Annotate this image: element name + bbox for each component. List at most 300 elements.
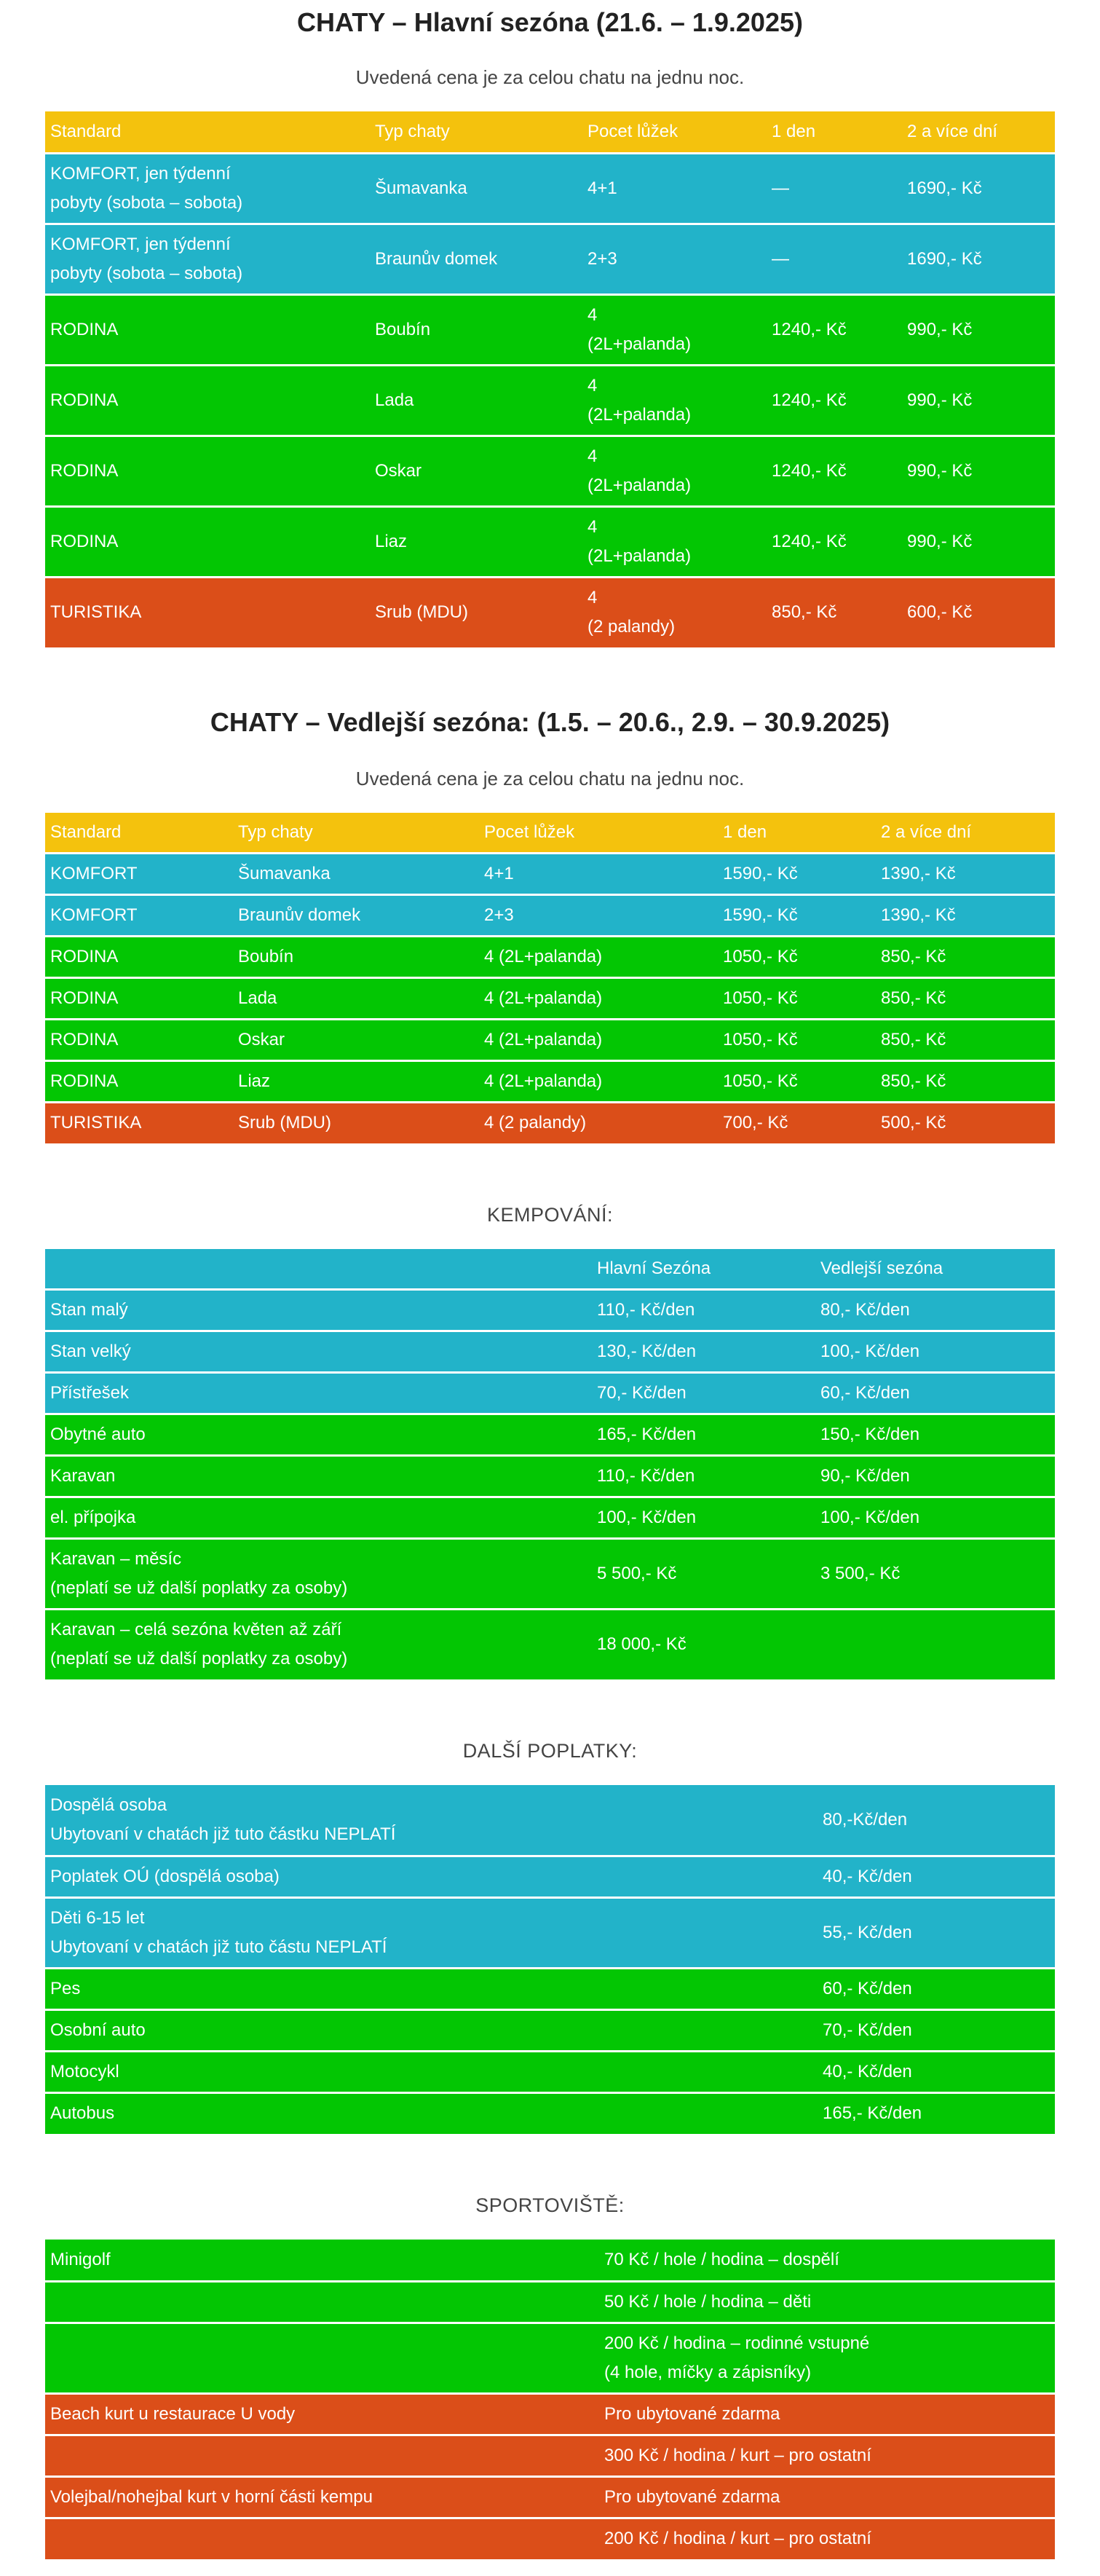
cell-text: Liaz bbox=[238, 1071, 271, 1091]
cell-text: Oskar bbox=[238, 1029, 285, 1049]
cell-text: 4 (2L+palanda) bbox=[484, 946, 603, 966]
table-cell bbox=[45, 1609, 592, 1679]
column-header: Pocet lůžek bbox=[582, 111, 767, 153]
table-cell bbox=[592, 1497, 815, 1538]
column-header: 2 a více dní bbox=[902, 111, 1055, 153]
cell-text: RODINA bbox=[50, 390, 119, 410]
table-cell bbox=[767, 153, 902, 224]
table-row bbox=[45, 1968, 1055, 2009]
main-season-table bbox=[45, 111, 1055, 647]
table-cell bbox=[599, 2435, 1055, 2476]
cell-text: 700,- Kč bbox=[723, 1113, 788, 1133]
table-cell bbox=[45, 1331, 592, 1372]
cell-text: Autobus bbox=[50, 2103, 115, 2124]
table-row bbox=[45, 2393, 1055, 2435]
table-cell bbox=[902, 506, 1055, 577]
table-cell bbox=[45, 1019, 233, 1060]
table-cell bbox=[45, 365, 370, 436]
table-cell bbox=[45, 853, 233, 894]
column-header: 1 den bbox=[718, 813, 876, 853]
table-cell bbox=[45, 1455, 592, 1497]
table-cell bbox=[370, 153, 582, 224]
cell-text: 1240,- Kč bbox=[772, 460, 847, 481]
cell-text: Pro ubytované zdarma bbox=[604, 2486, 780, 2507]
cell-text: 1240,- Kč bbox=[772, 531, 847, 551]
column-header: Hlavní Sezóna bbox=[592, 1249, 815, 1289]
table-cell bbox=[45, 153, 370, 224]
table-row bbox=[45, 1331, 1055, 1372]
cell-text: Lada bbox=[238, 988, 277, 1008]
table-cell bbox=[592, 1609, 815, 1679]
table-cell bbox=[902, 224, 1055, 294]
column-header: Typ chaty bbox=[370, 111, 582, 153]
table-cell bbox=[767, 577, 902, 647]
table-cell bbox=[599, 2323, 1055, 2393]
table-cell bbox=[818, 2051, 1055, 2092]
table-cell bbox=[599, 2393, 1055, 2435]
table-cell bbox=[902, 294, 1055, 365]
cell-text: RODINA bbox=[50, 319, 119, 339]
table-row bbox=[45, 936, 1055, 977]
table-header-row bbox=[45, 813, 1055, 853]
cell-text: Oskar bbox=[375, 460, 422, 481]
fees-table bbox=[45, 1785, 1055, 2134]
table-cell bbox=[582, 577, 767, 647]
table-cell bbox=[592, 1455, 815, 1497]
table-cell bbox=[818, 1968, 1055, 2009]
column-header bbox=[45, 1249, 592, 1289]
table-cell bbox=[233, 977, 479, 1019]
table-row bbox=[45, 1897, 1055, 1968]
cell-text: (2L+palanda) bbox=[587, 404, 692, 425]
table-cell bbox=[45, 1102, 233, 1143]
table-header-row bbox=[45, 1249, 1055, 1289]
column-header: 2 a více dní bbox=[876, 813, 1055, 853]
cell-text: RODINA bbox=[50, 531, 119, 551]
table-cell bbox=[902, 577, 1055, 647]
cell-text: Braunův domek bbox=[238, 905, 361, 925]
table-cell bbox=[45, 936, 233, 977]
table-cell bbox=[818, 1897, 1055, 1968]
cell-text: 55,- Kč/den bbox=[823, 1922, 912, 1942]
table-cell bbox=[599, 2281, 1055, 2323]
table-cell bbox=[370, 294, 582, 365]
table-cell bbox=[582, 436, 767, 506]
table-cell bbox=[45, 1414, 592, 1455]
off-season-table bbox=[45, 813, 1055, 1143]
table-row bbox=[45, 853, 1055, 894]
cell-text: Poplatek OÚ (dospělá osoba) bbox=[50, 1866, 280, 1886]
cell-text: (2L+palanda) bbox=[587, 475, 692, 495]
cell-text: 850,- Kč bbox=[881, 1029, 946, 1049]
table-cell bbox=[233, 1102, 479, 1143]
cell-text: 1050,- Kč bbox=[723, 946, 798, 966]
table-row bbox=[45, 365, 1055, 436]
table-cell bbox=[902, 365, 1055, 436]
table-cell bbox=[902, 153, 1055, 224]
cell-text: 3 500,- Kč bbox=[820, 1563, 901, 1583]
table-cell bbox=[370, 365, 582, 436]
cell-text: 850,- Kč bbox=[881, 988, 946, 1008]
cell-text: 40,- Kč/den bbox=[823, 2061, 912, 2081]
cell-text: 110,- Kč/den bbox=[597, 1299, 695, 1320]
cell-text: (2L+palanda) bbox=[587, 334, 692, 354]
cell-text: Stan malý bbox=[50, 1299, 128, 1320]
table-cell bbox=[876, 977, 1055, 1019]
table-cell bbox=[582, 365, 767, 436]
table-cell bbox=[815, 1538, 1055, 1609]
table-cell bbox=[370, 436, 582, 506]
table-cell bbox=[233, 894, 479, 936]
table-cell bbox=[718, 1060, 876, 1102]
table-cell bbox=[45, 2009, 818, 2051]
cell-text: RODINA bbox=[50, 946, 119, 966]
table-cell bbox=[599, 2240, 1055, 2281]
table-cell bbox=[45, 1897, 818, 1968]
cell-text: 850,- Kč bbox=[772, 602, 837, 623]
table-cell bbox=[479, 1019, 718, 1060]
cell-text: 70,- Kč/den bbox=[597, 1382, 686, 1403]
cell-text: Karavan – měsíc bbox=[50, 1548, 182, 1569]
table-cell bbox=[370, 506, 582, 577]
table-cell bbox=[876, 936, 1055, 977]
cell-text: 80,- Kč/den bbox=[820, 1299, 910, 1320]
table-cell bbox=[45, 1538, 592, 1609]
cell-text: 100,- Kč/den bbox=[820, 1507, 920, 1527]
table-cell bbox=[582, 506, 767, 577]
table-cell bbox=[818, 2092, 1055, 2134]
cell-text: Přístřešek bbox=[50, 1382, 130, 1403]
cell-text: 1690,- Kč bbox=[907, 178, 982, 198]
table-cell bbox=[479, 894, 718, 936]
table-cell bbox=[815, 1497, 1055, 1538]
cell-text: Beach kurt u restaurace U vody bbox=[50, 2403, 296, 2424]
table-cell bbox=[599, 2476, 1055, 2518]
camping-table bbox=[45, 1249, 1055, 1679]
table-cell bbox=[718, 936, 876, 977]
cell-text: 70,- Kč/den bbox=[823, 2020, 912, 2040]
cell-text: 300 Kč / hodina / kurt – pro ostatní bbox=[604, 2445, 871, 2465]
table-row bbox=[45, 577, 1055, 647]
table-cell bbox=[818, 1856, 1055, 1897]
table-cell bbox=[767, 436, 902, 506]
table-cell bbox=[45, 2281, 599, 2323]
cell-text: Minigolf bbox=[50, 2249, 111, 2269]
table-cell bbox=[45, 2393, 599, 2435]
table-row bbox=[45, 2092, 1055, 2134]
cell-text: KOMFORT, jen týdenní bbox=[50, 234, 231, 254]
cell-text: 200 Kč / hodina – rodinné vstupné bbox=[604, 2333, 870, 2353]
cell-text: 130,- Kč/den bbox=[597, 1341, 697, 1361]
table-cell bbox=[582, 224, 767, 294]
table-row bbox=[45, 2435, 1055, 2476]
table-cell bbox=[599, 2518, 1055, 2559]
table-cell bbox=[876, 894, 1055, 936]
cell-text: 990,- Kč bbox=[907, 531, 973, 551]
table-cell bbox=[479, 1102, 718, 1143]
table-cell bbox=[45, 894, 233, 936]
table-cell bbox=[718, 853, 876, 894]
table-cell bbox=[815, 1289, 1055, 1331]
table-row bbox=[45, 1060, 1055, 1102]
table-cell bbox=[370, 577, 582, 647]
cell-text: 1240,- Kč bbox=[772, 319, 847, 339]
cell-text: 850,- Kč bbox=[881, 1071, 946, 1091]
table-cell bbox=[815, 1331, 1055, 1372]
table-row bbox=[45, 2518, 1055, 2559]
cell-text: 4 (2L+palanda) bbox=[484, 1029, 603, 1049]
cell-text: 90,- Kč/den bbox=[820, 1465, 910, 1486]
cell-text: (2 palandy) bbox=[587, 617, 676, 637]
cell-text: Karavan – celá sezóna květen až září bbox=[50, 1620, 342, 1640]
cell-text: 100,- Kč/den bbox=[597, 1507, 697, 1527]
table-cell bbox=[45, 2518, 599, 2559]
cell-text: 1390,- Kč bbox=[881, 863, 956, 883]
cell-text: 4 bbox=[587, 516, 598, 537]
table-cell bbox=[479, 853, 718, 894]
cell-text: 18 000,- Kč bbox=[597, 1634, 686, 1655]
table-cell bbox=[233, 936, 479, 977]
table-cell bbox=[718, 977, 876, 1019]
column-header: Standard bbox=[45, 813, 233, 853]
cell-text: 4+1 bbox=[587, 178, 617, 198]
cell-text: Boubín bbox=[238, 946, 294, 966]
table-cell bbox=[815, 1414, 1055, 1455]
sports-table bbox=[45, 2240, 1055, 2559]
cell-text: 2+3 bbox=[587, 248, 617, 269]
main-season-subtitle: Uvedená cena je za celou chatu na jednu noc. bbox=[355, 66, 745, 88]
cell-text: 1050,- Kč bbox=[723, 1029, 798, 1049]
table-cell bbox=[876, 1102, 1055, 1143]
off-season-subtitle: Uvedená cena je za celou chatu na jednu noc. bbox=[355, 768, 745, 789]
cell-text: 165,- Kč/den bbox=[597, 1424, 697, 1444]
cell-text: (neplatí se už další poplatky za osoby) bbox=[50, 1577, 348, 1598]
table-cell bbox=[45, 577, 370, 647]
cell-text: Srub (MDU) bbox=[375, 602, 469, 623]
cell-text: 4 bbox=[587, 304, 598, 325]
cell-text: 990,- Kč bbox=[907, 390, 973, 410]
table-row bbox=[45, 2009, 1055, 2051]
cell-text: RODINA bbox=[50, 460, 119, 481]
table-cell bbox=[876, 853, 1055, 894]
table-row bbox=[45, 506, 1055, 577]
cell-text: 2+3 bbox=[484, 905, 514, 925]
cell-text: Ubytovaní v chatách již tuto částu NEPLATÍ bbox=[50, 1937, 387, 1957]
table-cell bbox=[767, 506, 902, 577]
table-row bbox=[45, 2323, 1055, 2393]
table-cell bbox=[233, 853, 479, 894]
table-cell bbox=[767, 224, 902, 294]
table-cell bbox=[45, 1289, 592, 1331]
table-cell bbox=[45, 2240, 599, 2281]
table-cell bbox=[45, 977, 233, 1019]
main-season-title: CHATY – Hlavní sezóna (21.6. – 1.9.2025) bbox=[297, 7, 803, 37]
cell-text: Obytné auto bbox=[50, 1424, 146, 1444]
cell-text: 60,- Kč/den bbox=[823, 1978, 912, 1998]
table-cell bbox=[815, 1609, 1055, 1679]
table-row bbox=[45, 436, 1055, 506]
table-row bbox=[45, 1538, 1055, 1609]
table-cell bbox=[876, 1019, 1055, 1060]
table-cell bbox=[45, 1968, 818, 2009]
table-row bbox=[45, 2051, 1055, 2092]
table-cell bbox=[592, 1289, 815, 1331]
table-header-row bbox=[45, 111, 1055, 153]
table-cell bbox=[45, 2435, 599, 2476]
table-cell bbox=[718, 894, 876, 936]
table-cell bbox=[592, 1372, 815, 1414]
table-cell bbox=[818, 1785, 1055, 1856]
table-row bbox=[45, 1289, 1055, 1331]
table-row bbox=[45, 1455, 1055, 1497]
column-header: Vedlejší sezóna bbox=[815, 1249, 1055, 1289]
cell-text: 1390,- Kč bbox=[881, 905, 956, 925]
cell-text: Karavan bbox=[50, 1465, 116, 1486]
table-cell bbox=[370, 224, 582, 294]
table-cell bbox=[45, 1372, 592, 1414]
cell-text: 600,- Kč bbox=[907, 602, 973, 623]
cell-text: (2L+palanda) bbox=[587, 545, 692, 566]
camping-title: KEMPOVÁNÍ: bbox=[486, 1204, 614, 1226]
table-cell bbox=[718, 1102, 876, 1143]
table-cell bbox=[767, 365, 902, 436]
cell-text: 60,- Kč/den bbox=[820, 1382, 910, 1403]
table-cell bbox=[45, 224, 370, 294]
column-header: 1 den bbox=[767, 111, 902, 153]
column-header: Typ chaty bbox=[233, 813, 479, 853]
cell-text: KOMFORT bbox=[50, 905, 138, 925]
cell-text: 1240,- Kč bbox=[772, 390, 847, 410]
cell-text: RODINA bbox=[50, 1029, 119, 1049]
cell-text: KOMFORT, jen týdenní bbox=[50, 163, 231, 184]
cell-text: — bbox=[772, 248, 789, 269]
cell-text: 4 bbox=[587, 446, 598, 466]
cell-text: el. přípojka bbox=[50, 1507, 136, 1527]
cell-text: 165,- Kč/den bbox=[823, 2103, 922, 2124]
table-row bbox=[45, 1102, 1055, 1143]
table-cell bbox=[767, 294, 902, 365]
table-cell bbox=[45, 506, 370, 577]
cell-text: Pro ubytované zdarma bbox=[604, 2403, 780, 2424]
table-cell bbox=[45, 2051, 818, 2092]
cell-text: 850,- Kč bbox=[881, 946, 946, 966]
cell-text: KOMFORT bbox=[50, 863, 138, 883]
cell-text: Motocykl bbox=[50, 2061, 119, 2081]
table-cell bbox=[592, 1538, 815, 1609]
cell-text: 4 (2 palandy) bbox=[484, 1113, 587, 1133]
cell-text: TURISTIKA bbox=[50, 1113, 142, 1133]
cell-text: 990,- Kč bbox=[907, 319, 973, 339]
cell-text: 70 Kč / hole / hodina – dospělí bbox=[604, 2249, 839, 2269]
table-cell bbox=[45, 2323, 599, 2393]
table-cell bbox=[45, 1060, 233, 1102]
cell-text: 4+1 bbox=[484, 863, 514, 883]
table-cell bbox=[233, 1019, 479, 1060]
table-row bbox=[45, 2476, 1055, 2518]
cell-text: 1050,- Kč bbox=[723, 988, 798, 1008]
cell-text: 4 (2L+palanda) bbox=[484, 1071, 603, 1091]
column-header: Standard bbox=[45, 111, 370, 153]
cell-text: 200 Kč / hodina / kurt – pro ostatní bbox=[604, 2529, 871, 2549]
cell-text: Šumavanka bbox=[375, 178, 467, 198]
cell-text: Šumavanka bbox=[238, 863, 331, 883]
table-cell bbox=[479, 977, 718, 1019]
cell-text: 4 (2L+palanda) bbox=[484, 988, 603, 1008]
cell-text: Děti 6-15 let bbox=[50, 1907, 145, 1928]
table-cell bbox=[876, 1060, 1055, 1102]
table-row bbox=[45, 2240, 1055, 2281]
table-row bbox=[45, 1497, 1055, 1538]
table-cell bbox=[582, 153, 767, 224]
table-cell bbox=[45, 436, 370, 506]
table-cell bbox=[818, 2009, 1055, 2051]
cell-text: Volejbal/nohejbal kurt v horní části kempu bbox=[50, 2486, 373, 2507]
cell-text: 4 bbox=[587, 588, 598, 608]
cell-text: — bbox=[772, 178, 789, 198]
table-cell bbox=[582, 294, 767, 365]
table-cell bbox=[45, 1856, 818, 1897]
table-row bbox=[45, 977, 1055, 1019]
table-row bbox=[45, 894, 1055, 936]
cell-text: Osobní auto bbox=[50, 2020, 146, 2040]
table-cell bbox=[592, 1331, 815, 1372]
table-cell bbox=[233, 1060, 479, 1102]
cell-text: 990,- Kč bbox=[907, 460, 973, 481]
cell-text: RODINA bbox=[50, 988, 119, 1008]
table-cell bbox=[479, 936, 718, 977]
table-row bbox=[45, 294, 1055, 365]
cell-text: 5 500,- Kč bbox=[597, 1563, 677, 1583]
cell-text: 100,- Kč/den bbox=[820, 1341, 920, 1361]
table-cell bbox=[45, 1497, 592, 1538]
table-row bbox=[45, 2281, 1055, 2323]
table-cell bbox=[45, 294, 370, 365]
cell-text: Lada bbox=[375, 390, 414, 410]
cell-text: (4 hole, míčky a zápisníky) bbox=[604, 2362, 812, 2382]
cell-text: Ubytovaní v chatách již tuto částku NEPLATÍ bbox=[50, 1824, 396, 1844]
table-cell bbox=[592, 1414, 815, 1455]
cell-text: Pes bbox=[50, 1978, 81, 1998]
table-cell bbox=[815, 1455, 1055, 1497]
table-cell bbox=[902, 436, 1055, 506]
table-cell bbox=[479, 1060, 718, 1102]
cell-text: Srub (MDU) bbox=[238, 1113, 332, 1133]
column-header: Pocet lůžek bbox=[479, 813, 718, 853]
cell-text: pobyty (sobota – sobota) bbox=[50, 192, 243, 213]
cell-text: (neplatí se už další poplatky za osoby) bbox=[50, 1649, 348, 1669]
sports-title: SPORTOVIŠTĚ: bbox=[475, 2194, 625, 2216]
cell-text: Liaz bbox=[375, 531, 408, 551]
cell-text: 4 bbox=[587, 375, 598, 395]
table-row bbox=[45, 1414, 1055, 1455]
cell-text: 110,- Kč/den bbox=[597, 1465, 695, 1486]
table-row bbox=[45, 1785, 1055, 1856]
cell-text: 40,- Kč/den bbox=[823, 1866, 912, 1886]
fees-title: DALŠÍ POPLATKY: bbox=[462, 1740, 638, 1762]
cell-text: Boubín bbox=[375, 319, 431, 339]
table-row bbox=[45, 1856, 1055, 1897]
table-cell bbox=[45, 2092, 818, 2134]
cell-text: 1590,- Kč bbox=[723, 863, 798, 883]
cell-text: 150,- Kč/den bbox=[820, 1424, 920, 1444]
table-cell bbox=[45, 2476, 599, 2518]
table-row bbox=[45, 1372, 1055, 1414]
cell-text: 1690,- Kč bbox=[907, 248, 982, 269]
cell-text: Dospělá osoba bbox=[50, 1795, 167, 1815]
cell-text: 80,-Kč/den bbox=[823, 1809, 908, 1829]
table-row bbox=[45, 1019, 1055, 1060]
cell-text: pobyty (sobota – sobota) bbox=[50, 263, 243, 283]
